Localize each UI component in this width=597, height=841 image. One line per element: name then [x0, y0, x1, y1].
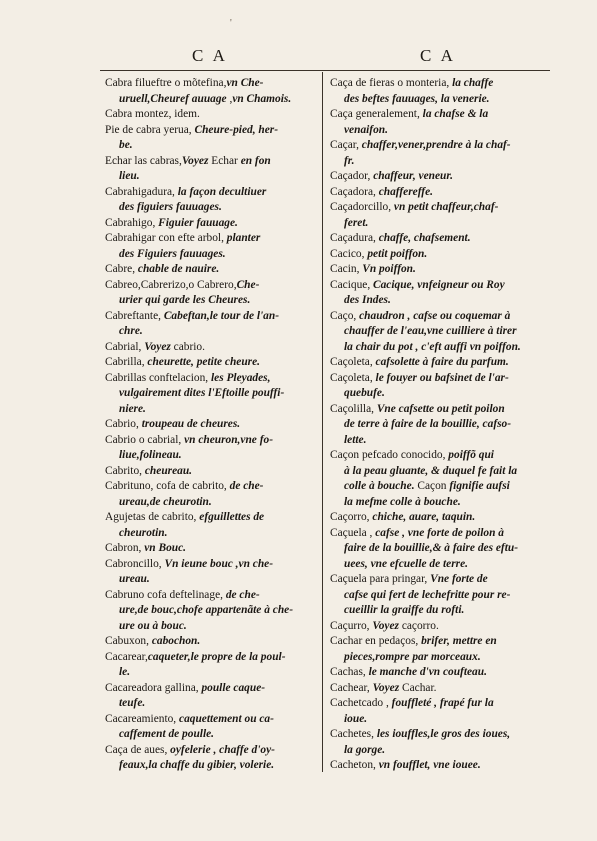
french-gloss: Voyez: [372, 681, 400, 694]
french-gloss: des Indes.: [344, 294, 391, 306]
french-gloss: feret.: [344, 216, 369, 229]
headword-text: Cabrio,: [105, 418, 142, 430]
entry-line: [105, 247, 315, 263]
dictionary-entry: [105, 712, 315, 743]
dictionary-entry: [105, 76, 315, 107]
entry-line: [330, 479, 548, 495]
entry-line: [105, 262, 315, 278]
headword-text: Cacin,: [330, 263, 363, 275]
french-gloss: la chaffe: [452, 77, 494, 89]
dictionary-entry: [330, 526, 548, 573]
headword-text: Caçadorcillo,: [330, 201, 394, 213]
french-gloss: feaux,la chaffe du gibier, volerie.: [119, 759, 275, 771]
headword-text: Caçuela para pringar,: [330, 573, 431, 585]
entry-line: [105, 557, 315, 573]
french-gloss: le manche d'vn coufteau.: [368, 666, 487, 678]
entry-line: [105, 510, 315, 526]
dictionary-entry: [105, 278, 315, 309]
headword-text: Cachetes,: [330, 728, 377, 740]
entry-line: [330, 278, 548, 294]
headword-text: cabrio.: [170, 340, 205, 353]
headword-text: Cabrahigadura,: [105, 185, 178, 198]
french-gloss: brifer, mettre en: [421, 635, 497, 647]
entry-line: [330, 712, 548, 728]
french-gloss: vn Bouc.: [144, 542, 187, 554]
entry-line: [330, 619, 548, 635]
dictionary-entry: [105, 634, 315, 650]
french-gloss: Cacique, vnfeigneur ou Roy: [373, 278, 505, 291]
french-gloss: niere.: [119, 402, 146, 415]
entry-line: [105, 495, 315, 511]
dictionary-entry: [105, 541, 315, 557]
french-gloss: caqueter,le propre de la poul-: [147, 650, 286, 663]
header-rule: [100, 70, 550, 71]
dictionary-entry: [105, 650, 315, 681]
french-gloss: vn Che-: [226, 77, 264, 89]
headword-text: Cabre,: [105, 263, 138, 275]
headword-text: Cacareadora gallina,: [105, 681, 202, 694]
french-gloss: cheureau.: [144, 464, 193, 477]
french-gloss: la chair du pot , c'eft auffi vn poiffon.: [344, 340, 521, 353]
entry-line: [105, 433, 315, 449]
headword-text: Cabrilla,: [105, 356, 148, 368]
french-gloss: poulle caque-: [201, 681, 266, 694]
column-divider: [322, 72, 323, 772]
dictionary-entry: [105, 510, 315, 541]
dictionary-entry: [330, 76, 548, 107]
entry-line: [105, 696, 315, 712]
entry-line: [105, 464, 315, 480]
dictionary-entry: [105, 588, 315, 635]
entry-line: [330, 123, 548, 139]
entry-line: [330, 650, 548, 666]
french-gloss: ure ou à bouc.: [119, 619, 187, 632]
entry-line: [330, 216, 548, 232]
entry-line: [330, 76, 548, 92]
entry-line: [105, 727, 315, 743]
headword-text: Cabrito,: [105, 464, 145, 477]
headword-text: Cabroncillo,: [105, 557, 165, 570]
french-gloss: de terre à faire de la bouillie, cafso-: [344, 418, 512, 430]
dictionary-entry: [330, 371, 548, 402]
french-gloss: des beftes fauuages, la venerie.: [344, 92, 490, 105]
entry-line: [330, 262, 548, 278]
entry-line: [105, 309, 315, 325]
headword-text: Caçoleta,: [330, 356, 376, 368]
french-gloss: ureau.: [119, 573, 150, 585]
entry-line: [105, 758, 315, 774]
entry-line: [330, 727, 548, 743]
entry-line: [105, 92, 315, 108]
entry-line: [105, 712, 315, 728]
entry-line: [105, 541, 315, 557]
entry-line: [105, 743, 315, 759]
dictionary-entry: [330, 169, 548, 185]
entry-line: [105, 169, 315, 185]
dictionary-entry: [105, 355, 315, 371]
french-gloss: Voyez: [144, 340, 171, 353]
entry-line: [105, 402, 315, 418]
entry-line: [105, 665, 315, 681]
dictionary-entry: [105, 479, 315, 510]
entry-line: [330, 448, 548, 464]
entry-line: [330, 758, 548, 774]
french-gloss: ure,de bouc,chofe appartenãte à che-: [119, 604, 293, 616]
french-gloss: caffement de poulle.: [119, 728, 215, 740]
headword-text: Caçar,: [330, 139, 362, 151]
entry-line: [105, 231, 315, 247]
headword-text: Cabron,: [105, 542, 145, 554]
french-gloss: des figuiers fauuages.: [119, 201, 222, 213]
headword-text: Cabra montez, idem.: [105, 108, 200, 120]
dictionary-entry: [105, 433, 315, 464]
headword-text: Cachear,: [330, 681, 373, 694]
dictionary-entry: [330, 107, 548, 138]
french-gloss: de che-: [229, 480, 264, 492]
entry-line: [105, 588, 315, 604]
dictionary-entry: [330, 510, 548, 526]
entry-line: [105, 154, 315, 170]
entry-line: [330, 324, 548, 340]
headword-text: Caçurro,: [330, 619, 373, 632]
entry-line: [105, 76, 315, 92]
entry-line: [330, 154, 548, 170]
entry-line: [330, 138, 548, 154]
french-gloss: Figuier fauuage.: [158, 216, 238, 229]
dictionary-entry: [330, 309, 548, 356]
french-gloss: oyfelerie , chaffe d'oy-: [170, 743, 275, 756]
headword-text: Caçador,: [330, 170, 374, 182]
running-head-right: C A: [420, 46, 456, 65]
entry-line: [105, 371, 315, 387]
french-gloss: la gorge.: [344, 743, 386, 756]
dictionary-entry: [105, 464, 315, 480]
dictionary-entry: [330, 138, 548, 169]
french-gloss: cafse , vne forte de poilon à: [375, 526, 504, 539]
french-gloss: chaffeur, veneur.: [373, 170, 454, 182]
french-gloss: à la peau gluante, & duquel fe fait la: [344, 464, 518, 477]
entry-line: [105, 650, 315, 666]
french-gloss: en fon: [240, 154, 271, 167]
french-gloss: lette.: [344, 433, 367, 446]
dictionary-entry: [330, 402, 548, 449]
headword-text: Caça de fieras o monteria,: [330, 77, 453, 89]
french-gloss: teufe.: [119, 697, 146, 709]
entry-line: [330, 603, 548, 619]
headword-text: Cachas,: [330, 666, 369, 678]
entry-line: [330, 681, 548, 697]
french-gloss: cueillir la graiffe du rofti.: [344, 604, 465, 616]
entry-line: [105, 123, 315, 139]
french-gloss: Vn ieune bouc ,vn che-: [164, 557, 274, 570]
headword-text: Cacico,: [330, 247, 368, 260]
entry-line: [330, 634, 548, 650]
dictionary-entry: [105, 309, 315, 340]
french-gloss: liue,folineau.: [119, 449, 182, 461]
french-gloss: quebufe.: [344, 387, 385, 399]
entry-line: [105, 185, 315, 201]
entry-line: [105, 324, 315, 340]
french-gloss: chiche, auare, taquin.: [372, 511, 476, 523]
headword-text: Cabreo,Cabrerizo,o Cabrero,: [105, 278, 237, 291]
french-gloss: des Figuiers fauuages.: [119, 247, 226, 260]
headword-text: Cabrahigo,: [105, 216, 159, 229]
entry-line: [105, 200, 315, 216]
dictionary-entry: [330, 696, 548, 727]
entry-line: [330, 371, 548, 387]
headword-text: Cabrial,: [105, 340, 145, 353]
entry-line: [330, 386, 548, 402]
dictionary-entry: [105, 743, 315, 774]
french-gloss: les iouffles,le gros des ioues,: [376, 728, 511, 740]
french-gloss: vn cheuron,vne fo-: [184, 433, 273, 446]
entry-line: [330, 588, 548, 604]
headword-text: Caçadora,: [330, 185, 379, 198]
entry-line: [105, 107, 315, 123]
dictionary-entry: [330, 727, 548, 758]
entry-line: [330, 92, 548, 108]
headword-text: Caça generalement,: [330, 108, 423, 120]
running-head-left: C A: [192, 46, 228, 65]
french-gloss: chaffer,vener,prendre à la chaf-: [361, 139, 511, 151]
french-gloss: urier qui garde les Cheures.: [119, 294, 251, 306]
entry-line: [330, 293, 548, 309]
headword-text: Caçorro,: [330, 511, 373, 523]
headword-text: Caço,: [330, 309, 360, 322]
entry-line: [105, 479, 315, 495]
entry-line: [105, 526, 315, 542]
french-gloss: ioue.: [344, 712, 368, 725]
dictionary-entry: [330, 619, 548, 635]
entry-line: [330, 557, 548, 573]
left-column: [105, 76, 315, 774]
headword-text: ,: [226, 92, 233, 105]
french-gloss: cafse qui fert de lechefritte pour re-: [344, 588, 511, 601]
dictionary-entry: [105, 107, 315, 123]
french-gloss: le fouyer ou bafsinet de l'ar-: [375, 371, 509, 384]
french-gloss: chre.: [119, 325, 143, 337]
entry-line: [330, 231, 548, 247]
dictionary-entry: [105, 123, 315, 154]
entry-line: [105, 340, 315, 356]
entry-line: [105, 681, 315, 697]
dictionary-entry: [105, 185, 315, 216]
entry-line: [330, 169, 548, 185]
dictionary-entry: [105, 154, 315, 185]
french-gloss: faire de la bouillie,& à faire des eftu-: [344, 542, 518, 554]
entry-line: [330, 309, 548, 325]
entry-line: [330, 665, 548, 681]
ink-speck: ': [230, 18, 232, 29]
headword-text: Caçadura,: [330, 232, 379, 244]
french-gloss: de che-: [225, 588, 260, 601]
french-gloss: chaffe, chafsement.: [378, 232, 471, 244]
entry-line: [105, 448, 315, 464]
entry-line: [330, 510, 548, 526]
dictionary-entry: [105, 681, 315, 712]
french-gloss: uees, vne efcuelle de terre.: [344, 557, 468, 570]
headword-text: Caçolilla,: [330, 402, 377, 415]
headword-text: Cacique,: [330, 278, 374, 291]
entry-line: [105, 278, 315, 294]
french-gloss: be.: [119, 139, 133, 151]
french-gloss: Cheure-pied, her-: [194, 123, 279, 136]
entry-line: [330, 526, 548, 542]
entry-line: [105, 386, 315, 402]
dictionary-entry: [330, 448, 548, 510]
french-gloss: vulgairement dites l'Eftoille pouffi-: [119, 387, 285, 399]
headword-text: Cabrituno, cofa de cabrito,: [105, 480, 230, 492]
headword-text: Cacareamiento,: [105, 712, 180, 725]
entry-line: [330, 417, 548, 433]
french-gloss: Vne cafsette ou petit poilon: [376, 402, 505, 415]
dictionary-entry: [330, 665, 548, 681]
entry-line: [105, 634, 315, 650]
headword-text: Cabruno cofa deftelinage,: [105, 588, 226, 601]
entry-line: [330, 200, 548, 216]
headword-text: Caçuela ,: [330, 526, 376, 539]
french-gloss: vn foufflet, vne iouee.: [378, 759, 481, 771]
french-gloss: chaudron , cafse ou coquemar à: [359, 309, 511, 322]
french-gloss: caquettement ou ca-: [179, 712, 274, 725]
entry-line: [330, 402, 548, 418]
entry-line: [330, 107, 548, 123]
french-gloss: Che-: [236, 278, 260, 291]
entry-line: [105, 293, 315, 309]
dictionary-entry: [330, 572, 548, 619]
entry-line: [330, 355, 548, 371]
headword-text: caçorro.: [398, 619, 439, 632]
french-gloss: chable de nauire.: [137, 263, 220, 275]
french-gloss: efguillettes de: [199, 511, 265, 523]
page-header: [0, 46, 597, 72]
dictionary-entry: [330, 262, 548, 278]
french-gloss: Vn poiffon.: [362, 263, 416, 275]
dictionary-entry: [330, 634, 548, 665]
dictionary-entry: [330, 200, 548, 231]
french-gloss: pieces,rompre par morceaux.: [344, 650, 481, 663]
headword-text: Cabrillas conftelacion,: [105, 371, 211, 384]
french-gloss: Voyez: [372, 619, 399, 632]
french-gloss: cafsolette à faire du parfum.: [375, 356, 509, 368]
french-gloss: la chafse & la: [422, 108, 489, 120]
entry-line: [330, 340, 548, 356]
dictionary-entry: [105, 417, 315, 433]
entry-line: [330, 495, 548, 511]
headword-text: Cacarear,: [105, 650, 148, 663]
french-gloss: vn Chamois.: [232, 92, 292, 105]
entry-line: [105, 417, 315, 433]
french-gloss: fignifie aufsi: [449, 480, 510, 492]
headword-text: Cabuxon,: [105, 635, 152, 647]
headword-text: Echar: [208, 154, 241, 167]
headword-text: Echar las cabras,: [105, 154, 182, 167]
entry-line: [105, 138, 315, 154]
french-gloss: petit poiffon.: [367, 247, 428, 260]
dictionary-entry: [330, 278, 548, 309]
entry-line: [105, 216, 315, 232]
french-gloss: la mefme colle à bouche.: [344, 495, 461, 508]
entry-line: [330, 541, 548, 557]
headword-text: Caça de aues,: [105, 743, 171, 756]
dictionary-entry: [330, 185, 548, 201]
dictionary-entry: [105, 340, 315, 356]
french-gloss: uruell,Cheuref auuage: [119, 92, 227, 105]
dictionary-entry: [105, 231, 315, 262]
dictionary-entry: [105, 216, 315, 232]
french-gloss: ureau,de cheurotin.: [119, 495, 212, 508]
french-gloss: le.: [119, 666, 131, 678]
headword-text: Cacheton,: [330, 759, 379, 771]
headword-text: Cabreftante,: [105, 309, 164, 322]
right-column: [330, 76, 548, 774]
entry-line: [105, 355, 315, 371]
dictionary-entry: [330, 681, 548, 697]
headword-text: Cabra filueftre o mõtefina,: [105, 77, 227, 89]
headword-text: Cachar.: [399, 681, 437, 694]
french-gloss: la façon decultiuer: [177, 185, 267, 198]
headword-text: Caçon: [417, 480, 450, 492]
french-gloss: venaifon.: [344, 123, 388, 136]
dictionary-entry: [105, 371, 315, 418]
french-gloss: cheurette, petite cheure.: [147, 356, 261, 368]
entry-line: [330, 247, 548, 263]
french-gloss: planter: [226, 232, 261, 244]
dictionary-entry: [330, 247, 548, 263]
french-gloss: fouffleté , frapé fur la: [391, 697, 494, 709]
dictionary-entry: [330, 758, 548, 774]
headword-text: Cachar en pedaços,: [330, 635, 422, 647]
dictionary-entry: [330, 231, 548, 247]
french-gloss: troupeau de cheures.: [141, 418, 241, 430]
french-gloss: Cabeftan,le tour de l'an-: [163, 309, 280, 322]
french-gloss: vn petit chaffeur,chaf-: [393, 201, 499, 213]
headword-text: Caçoleta,: [330, 371, 376, 384]
headword-text: Cabrahigar con efte arbol,: [105, 232, 227, 244]
headword-text: Pie de cabra yerua,: [105, 123, 195, 136]
french-gloss: cabochon.: [151, 635, 201, 647]
dictionary-entry: [105, 262, 315, 278]
dictionary-entry: [330, 355, 548, 371]
entry-line: [330, 464, 548, 480]
entry-line: [105, 619, 315, 635]
french-gloss: cheurotin.: [119, 526, 168, 539]
french-gloss: chauffer de l'eau,vne cuilliere à tirer: [344, 325, 517, 337]
french-gloss: colle à bouche.: [344, 480, 418, 492]
headword-text: Agujetas de cabrito,: [105, 511, 200, 523]
entry-line: [105, 572, 315, 588]
french-gloss: lieu.: [119, 170, 140, 182]
headword-text: Cachetcado ,: [330, 697, 392, 709]
entry-line: [330, 185, 548, 201]
headword-text: Caçon pefcado conocido,: [330, 449, 449, 461]
french-gloss: Vne forte de: [430, 573, 488, 585]
french-gloss: fr.: [344, 154, 355, 167]
french-gloss: poiffõ qui: [448, 449, 494, 461]
dictionary-entry: [105, 557, 315, 588]
entry-line: [330, 743, 548, 759]
french-gloss: les Pleyades,: [210, 371, 271, 384]
entry-line: [330, 696, 548, 712]
headword-text: Cabrio o cabrial,: [105, 433, 185, 446]
entry-line: [330, 572, 548, 588]
french-gloss: chaffereffe.: [378, 185, 433, 198]
entry-line: [105, 603, 315, 619]
entry-line: [330, 433, 548, 449]
french-gloss: Voyez: [181, 154, 209, 167]
